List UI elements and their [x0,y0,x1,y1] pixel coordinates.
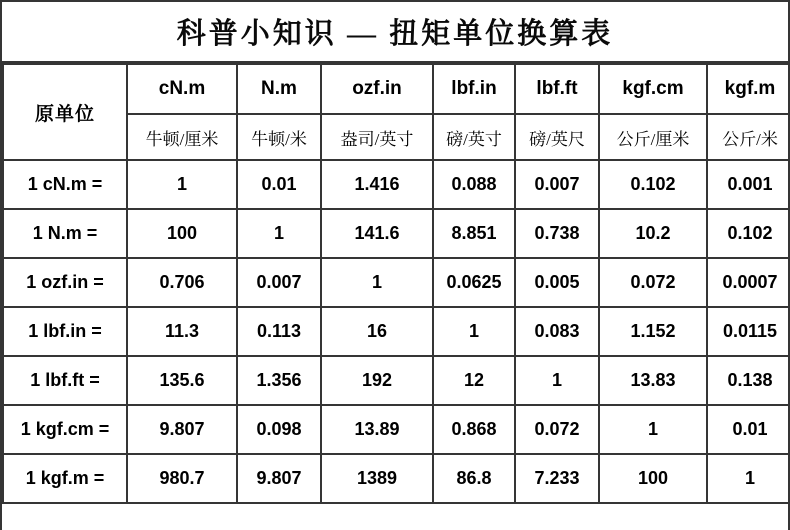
cell-value: 0.072 [599,258,707,307]
cell-value: 135.6 [127,356,237,405]
table-row-ozfin [3,258,790,307]
cell-value: 192 [321,356,433,405]
cell-value: 13.89 [321,405,433,454]
cell-value: 0.001 [707,160,790,209]
cell-value: 9.807 [237,454,321,503]
table-row-cnm [3,160,790,209]
cell-value: 980.7 [127,454,237,503]
header-row-units [3,64,790,114]
col-subheader-cnm: 牛顿/厘米 [127,114,237,160]
table-cutoff-sliver [2,504,788,530]
col-subheader-lbfin: 磅/英寸 [433,114,515,160]
cell-value: 1389 [321,454,433,503]
cell-value: 1.152 [599,307,707,356]
cell-value: 0.007 [237,258,321,307]
cell-value: 0.102 [599,160,707,209]
col-subheader-kgfcm: 公斤/厘米 [599,114,707,160]
cell-value: 100 [599,454,707,503]
origin-unit-header: 原单位 [3,64,127,160]
cell-value: 0.083 [515,307,599,356]
row-label: 1 cN.m = [3,160,127,209]
cell-value: 100 [127,209,237,258]
cell-value: 1 [127,160,237,209]
cell-value: 1 [515,356,599,405]
table-row-lbfin [3,307,790,356]
cell-value: 9.807 [127,405,237,454]
cell-value: 0.0625 [433,258,515,307]
cell-value: 0.738 [515,209,599,258]
cell-value: 1 [707,454,790,503]
cell-value: 0.868 [433,405,515,454]
col-header-cnm: cN.m [127,64,237,114]
table-row-kgfcm [3,405,790,454]
table-row-kgfm [3,454,790,503]
cell-value: 0.138 [707,356,790,405]
col-subheader-ozfin: 盎司/英寸 [321,114,433,160]
cell-value: 1.356 [237,356,321,405]
cell-value: 0.072 [515,405,599,454]
cell-value: 8.851 [433,209,515,258]
col-subheader-nm: 牛顿/米 [237,114,321,160]
cell-value: 13.83 [599,356,707,405]
cell-value: 1 [237,209,321,258]
cell-value: 0.113 [237,307,321,356]
table-row-nm [3,209,790,258]
cell-value: 0.007 [515,160,599,209]
row-label: 1 kgf.cm = [3,405,127,454]
row-label: 1 lbf.in = [3,307,127,356]
row-label: 1 lbf.ft = [3,356,127,405]
cell-value: 86.8 [433,454,515,503]
cell-value: 1 [433,307,515,356]
cell-value: 141.6 [321,209,433,258]
table-row-lbfft [3,356,790,405]
row-label: 1 ozf.in = [3,258,127,307]
cell-value: 1.416 [321,160,433,209]
col-header-kgfm: kgf.m [707,64,790,114]
cell-value: 11.3 [127,307,237,356]
cell-value: 0.098 [237,405,321,454]
cell-value: 0.0115 [707,307,790,356]
cell-value: 7.233 [515,454,599,503]
cell-value: 0.005 [515,258,599,307]
col-header-nm: N.m [237,64,321,114]
torque-conversion-table [2,63,790,504]
cell-value: 16 [321,307,433,356]
cell-value: 0.706 [127,258,237,307]
cell-value: 0.0007 [707,258,790,307]
cell-value: 0.01 [707,405,790,454]
cell-value: 12 [433,356,515,405]
col-header-lbfin: lbf.in [433,64,515,114]
col-subheader-lbfft: 磅/英尺 [515,114,599,160]
col-header-lbfft: lbf.ft [515,64,599,114]
cell-value: 1 [321,258,433,307]
cell-value: 0.01 [237,160,321,209]
cell-value: 0.102 [707,209,790,258]
cell-value: 1 [599,405,707,454]
col-subheader-kgfm: 公斤/米 [707,114,790,160]
cell-value: 0.088 [433,160,515,209]
cell-value: 10.2 [599,209,707,258]
col-header-kgfcm: kgf.cm [599,64,707,114]
row-label: 1 kgf.m = [3,454,127,503]
col-header-ozfin: ozf.in [321,64,433,114]
page-title: 科普小知识 — 扭矩单位换算表 [2,2,788,63]
row-label: 1 N.m = [3,209,127,258]
